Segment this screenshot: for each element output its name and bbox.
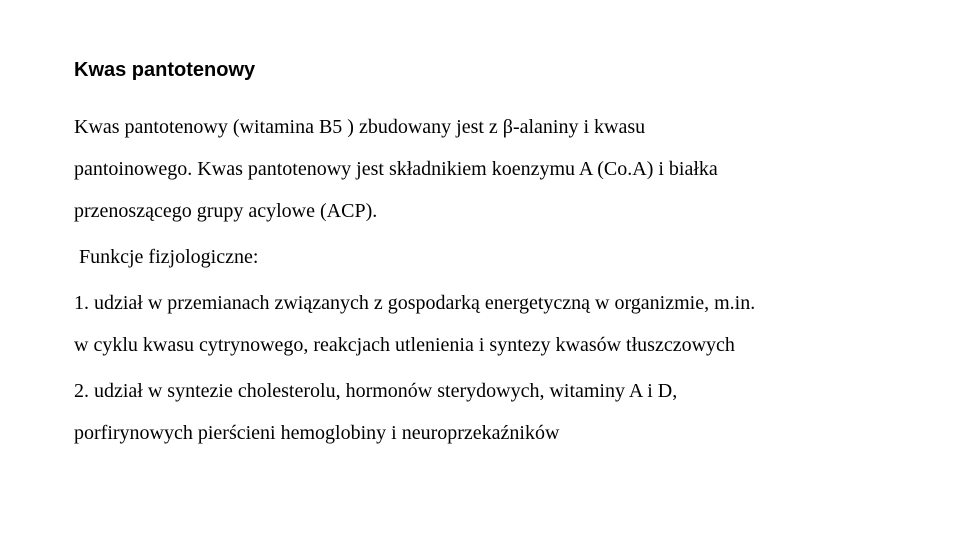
intro-paragraph <box>74 106 934 232</box>
function-item-line: w cyklu kwasu cytrynowego, reakcjach utlenienia i syntezy kwasów tłuszczowych <box>74 334 735 356</box>
intro-line: przenoszącego grupy acylowe (ACP). <box>74 200 378 222</box>
function-item-1 <box>74 282 934 366</box>
function-item-2 <box>74 370 934 454</box>
intro-line: Kwas pantotenowy (witamina B5 ) zbudowany jest z β-alaniny i kwasu <box>74 116 646 138</box>
slide-title: Kwas pantotenowy <box>74 59 256 81</box>
function-item-line: 2. udział w syntezie cholesterolu, hormonów sterydowych, witaminy A i D, <box>74 380 678 402</box>
slide-content <box>74 56 934 454</box>
function-item-line: 1. udział w przemianach związanych z gospodarką energetyczną w organizmie, m.in. <box>74 292 756 314</box>
functions-heading: Funkcje fizjologiczne: <box>79 246 259 268</box>
function-item-line: porfirynowych pierścieni hemoglobiny i neuroprzekaźników <box>74 422 560 444</box>
intro-line: pantoinowego. Kwas pantotenowy jest składnikiem koenzymu A (Co.A) i białka <box>74 158 718 180</box>
